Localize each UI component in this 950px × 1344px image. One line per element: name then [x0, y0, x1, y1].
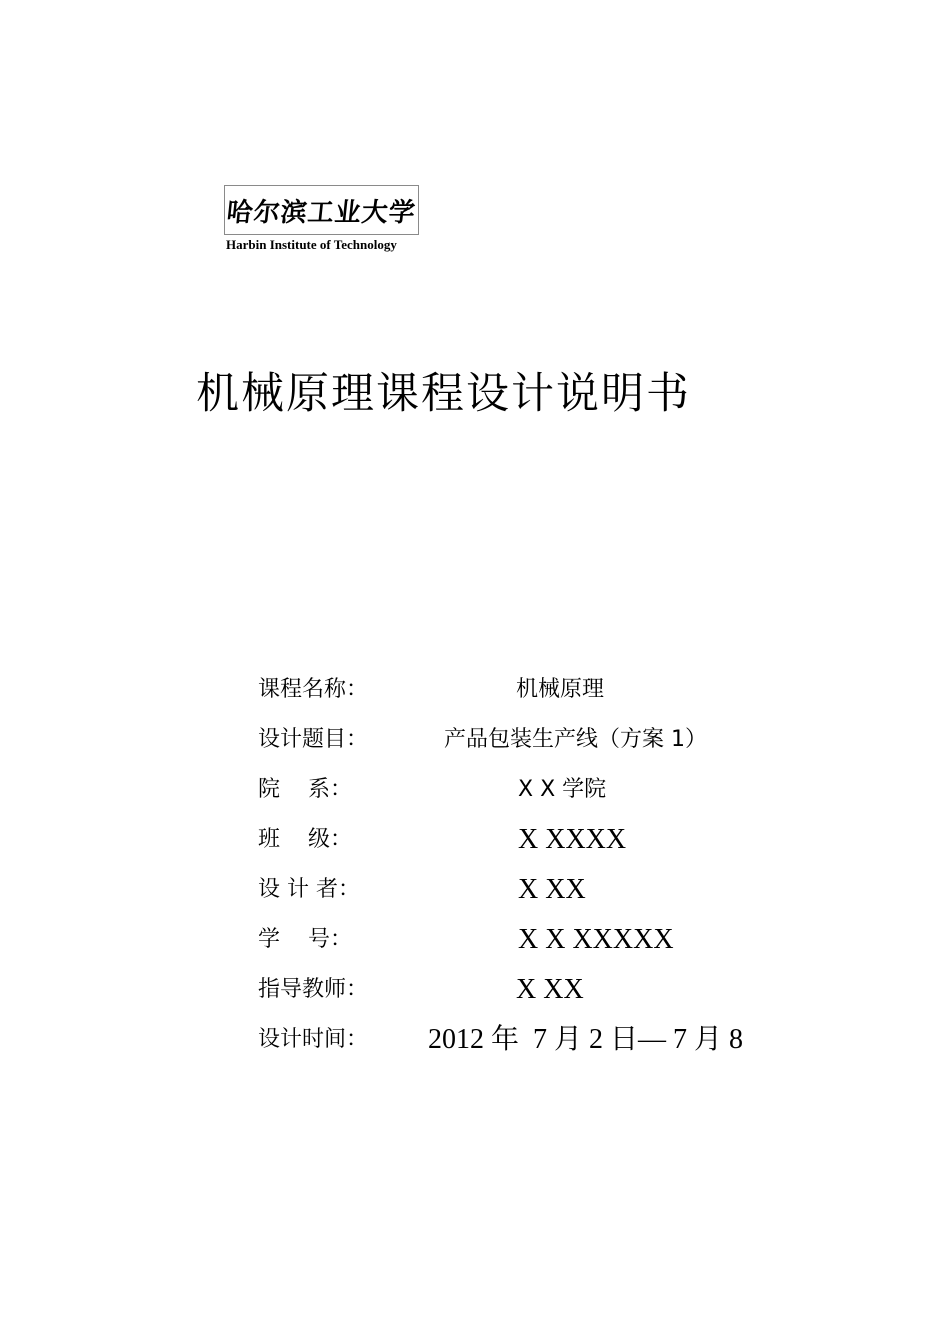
info-value-topic: 产品包装生产线（方案 1）	[444, 727, 707, 752]
document-title: 机械原理课程设计说明书	[196, 369, 691, 419]
info-label-advisor: 指导教师：	[258, 977, 369, 1002]
university-english-name: Harbin Institute of Technology	[226, 237, 397, 252]
info-value-course: 机械原理	[516, 677, 605, 702]
info-label-topic: 设计题目：	[258, 727, 369, 752]
info-label-student-id: 学 号：	[258, 927, 352, 952]
info-label-class: 班 级：	[258, 827, 352, 852]
info-label-course: 课程名称：	[258, 677, 369, 702]
university-logo	[224, 185, 419, 235]
info-value-design-time: 2012 年 7 月 2 日— 7 月 8	[428, 1024, 744, 1055]
info-value-class: X XXXX	[518, 824, 627, 855]
info-label-department: 院 系：	[258, 777, 352, 802]
info-label-designer: 设 计 者：	[258, 877, 360, 902]
info-value-student-id: X X XXXXX	[518, 924, 674, 955]
info-value-designer: X XX	[518, 874, 586, 905]
university-logo-text: 哈尔滨工业大学	[225, 197, 418, 228]
info-label-design-time: 设计时间：	[258, 1027, 369, 1052]
info-value-department: X X 学院	[518, 777, 607, 802]
info-value-advisor: X XX	[516, 974, 584, 1005]
